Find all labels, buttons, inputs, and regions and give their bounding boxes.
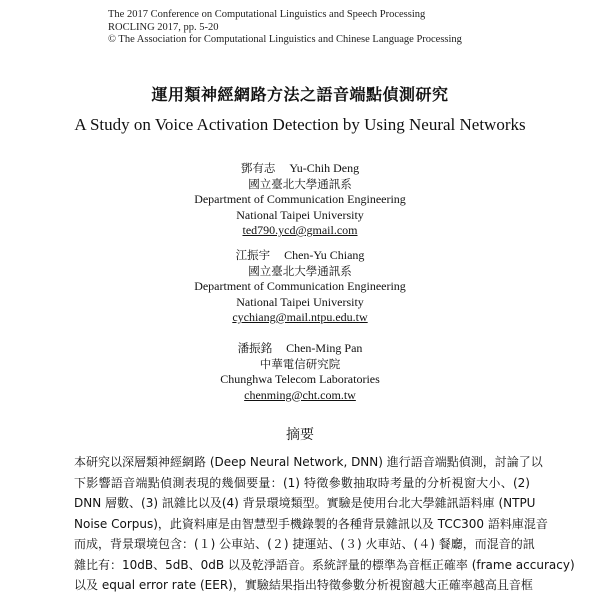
author-block-1	[0, 161, 600, 239]
abstract-heading: 摘要	[286, 427, 314, 443]
author-name-cn: 江振宇	[235, 248, 271, 262]
author-name-en: Chen-Yu Chiang	[284, 248, 365, 262]
conference-name: The 2017 Conference on Computational Linguistics and Speech Processing	[108, 9, 426, 20]
author-university: National Taipei University	[236, 294, 364, 309]
author-name-line	[0, 248, 600, 264]
author-name-cn: 潘振銘	[237, 341, 273, 355]
abstract-line: DNN 層數、(3) 訊雜比以及(4) 背景環境類型。實驗是使用台北大學雜訊語料庫 (NTPU	[74, 496, 536, 510]
author-name-line	[0, 161, 600, 177]
abstract-line: 以及 equal error rate (EER)，實驗結果指出特徵參數分析視窗越大正確率越高且音框	[74, 578, 533, 592]
title-chinese: 運用類神經網路方法之語音端點偵測研究	[151, 85, 449, 104]
copyright-notice: © The Association for Computational Linguistics and Chinese Language Processing	[108, 34, 462, 45]
author-block-2	[0, 248, 600, 326]
abstract-line: 而成，背景環境包含：(１) 公車站、(２) 捷運站、(３) 火車站、(４) 餐廳，而混音的訊	[74, 537, 535, 551]
author-affiliation-cn: 國立臺北大學通訊系	[248, 263, 352, 278]
author-block-3	[0, 341, 600, 403]
author-name-line	[0, 341, 600, 357]
abstract-line: 雜比有：10dB、5dB、0dB 以及乾淨語音。系統評量的標準為音框正確率 (frame accuracy)	[74, 557, 575, 572]
author-name-en: Chen-Ming Pan	[286, 341, 363, 355]
author-name-cn: 鄧有志	[240, 161, 276, 175]
author-email-link[interactable]: chenming@cht.com.tw	[244, 387, 356, 402]
conference-header	[108, 9, 462, 47]
title-english: A Study on Voice Activation Detection by Using Neural Networks	[74, 115, 526, 134]
author-department: Department of Communication Engineering	[194, 279, 406, 293]
abstract-line: 下影響語音端點偵測表現的幾個要量：(1) 特徵參數抽取時考量的分析視窗大小、(2)	[74, 475, 530, 490]
author-department: Department of Communication Engineering	[194, 192, 406, 206]
abstract-body	[74, 452, 575, 596]
author-department: Chunghwa Telecom Laboratories	[220, 372, 380, 386]
abstract-line: Noise Corpus)，此資料庫是由智慧型手機錄製的各種背景雜訊以及 TCC300 語料庫混音	[74, 516, 548, 531]
author-affiliation-cn: 國立臺北大學通訊系	[248, 176, 352, 191]
proceedings-pages: ROCLING 2017, pp. 5-20	[108, 21, 219, 33]
abstract-line: 本研究以深層類神經網路 (Deep Neural Network, DNN) 進行語音端點偵測，討論了以	[74, 455, 543, 469]
author-email-link[interactable]: ted790.ycd@gmail.com	[242, 223, 358, 237]
author-university: National Taipei University	[236, 207, 364, 222]
author-affiliation-cn: 中華電信研究院	[259, 356, 341, 371]
author-email-link[interactable]: cychiang@mail.ntpu.edu.tw	[232, 310, 368, 324]
author-name-en: Yu-Chih Deng	[289, 161, 360, 175]
